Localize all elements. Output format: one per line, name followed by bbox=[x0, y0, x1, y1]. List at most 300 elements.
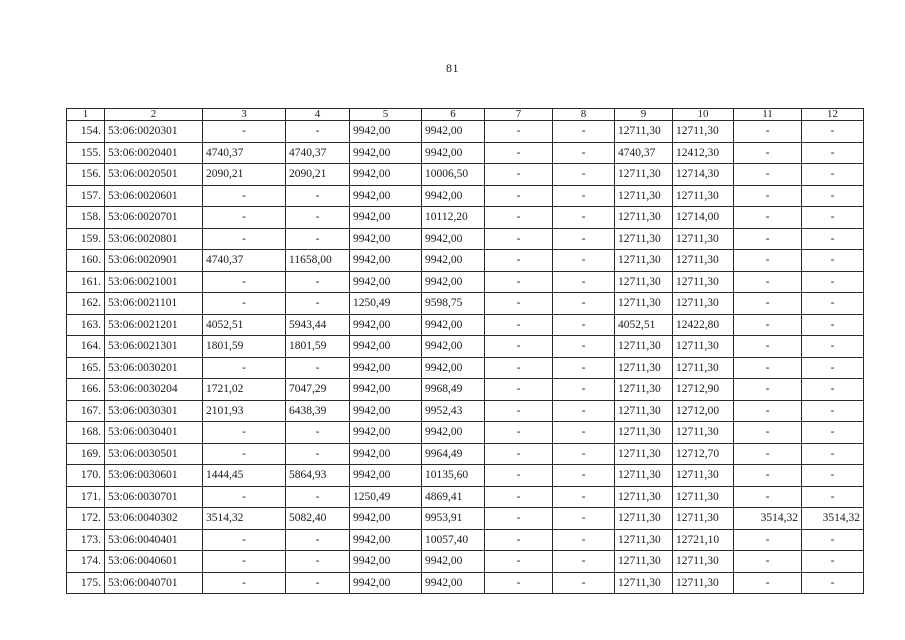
col-3-cell: 1721,02 bbox=[203, 379, 286, 401]
cadastral-number-cell: 53:06:0020401 bbox=[105, 142, 203, 164]
table-row bbox=[67, 357, 864, 379]
col-11-cell: - bbox=[734, 271, 802, 293]
row-number-cell: 158. bbox=[67, 207, 105, 229]
col-4-cell: 7047,29 bbox=[286, 379, 350, 401]
row-number-cell: 160. bbox=[67, 250, 105, 272]
col-7-cell: - bbox=[485, 336, 553, 358]
col-5-cell: 9942,00 bbox=[350, 422, 422, 444]
column-header: 9 bbox=[615, 109, 673, 121]
table-row bbox=[67, 443, 864, 465]
col-7-cell: - bbox=[485, 465, 553, 487]
col-11-cell: - bbox=[734, 529, 802, 551]
col-10-cell: 12711,30 bbox=[673, 228, 734, 250]
table-row bbox=[67, 271, 864, 293]
col-10-cell: 12711,30 bbox=[673, 486, 734, 508]
col-4-cell: 5943,44 bbox=[286, 314, 350, 336]
col-4-cell: - bbox=[286, 443, 350, 465]
column-header-row bbox=[67, 109, 864, 121]
table-row bbox=[67, 314, 864, 336]
column-header: 4 bbox=[286, 109, 350, 121]
col-8-cell: - bbox=[553, 271, 615, 293]
col-11-cell: - bbox=[734, 314, 802, 336]
col-7-cell: - bbox=[485, 207, 553, 229]
col-12-cell: - bbox=[802, 121, 864, 143]
column-header: 11 bbox=[734, 109, 802, 121]
col-12-cell: - bbox=[802, 185, 864, 207]
col-6-cell: 9598,75 bbox=[422, 293, 485, 315]
col-6-cell: 9942,00 bbox=[422, 228, 485, 250]
cadastral-number-cell: 53:06:0040401 bbox=[105, 529, 203, 551]
row-number-cell: 170. bbox=[67, 465, 105, 487]
col-7-cell: - bbox=[485, 271, 553, 293]
col-8-cell: - bbox=[553, 486, 615, 508]
col-6-cell: 9942,00 bbox=[422, 271, 485, 293]
cadastral-number-cell: 53:06:0020601 bbox=[105, 185, 203, 207]
row-number-cell: 162. bbox=[67, 293, 105, 315]
table-row bbox=[67, 121, 864, 143]
col-10-cell: 12712,00 bbox=[673, 400, 734, 422]
cadastral-number-cell: 53:06:0030204 bbox=[105, 379, 203, 401]
col-6-cell: 9942,00 bbox=[422, 336, 485, 358]
col-12-cell: - bbox=[802, 164, 864, 186]
col-5-cell: 9942,00 bbox=[350, 121, 422, 143]
table-row bbox=[67, 293, 864, 315]
col-8-cell: - bbox=[553, 336, 615, 358]
col-5-cell: 9942,00 bbox=[350, 551, 422, 573]
col-9-cell: 12711,30 bbox=[615, 336, 673, 358]
col-6-cell: 10057,40 bbox=[422, 529, 485, 551]
col-8-cell: - bbox=[553, 572, 615, 594]
col-5-cell: 9942,00 bbox=[350, 314, 422, 336]
col-6-cell: 9952,43 bbox=[422, 400, 485, 422]
col-11-cell: - bbox=[734, 293, 802, 315]
col-7-cell: - bbox=[485, 379, 553, 401]
table-row bbox=[67, 379, 864, 401]
col-6-cell: 9942,00 bbox=[422, 551, 485, 573]
col-3-cell: 1801,59 bbox=[203, 336, 286, 358]
col-12-cell: - bbox=[802, 379, 864, 401]
col-11-cell: - bbox=[734, 185, 802, 207]
col-3-cell: 2101,93 bbox=[203, 400, 286, 422]
row-number-cell: 174. bbox=[67, 551, 105, 573]
col-4-cell: 5864,93 bbox=[286, 465, 350, 487]
col-9-cell: 4740,37 bbox=[615, 142, 673, 164]
col-10-cell: 12422,80 bbox=[673, 314, 734, 336]
row-number-cell: 173. bbox=[67, 529, 105, 551]
table-row bbox=[67, 508, 864, 530]
row-number-cell: 169. bbox=[67, 443, 105, 465]
col-4-cell: - bbox=[286, 529, 350, 551]
col-8-cell: - bbox=[553, 379, 615, 401]
col-9-cell: 12711,30 bbox=[615, 443, 673, 465]
col-5-cell: 9942,00 bbox=[350, 250, 422, 272]
col-8-cell: - bbox=[553, 164, 615, 186]
cadastral-number-cell: 53:06:0021101 bbox=[105, 293, 203, 315]
col-8-cell: - bbox=[553, 228, 615, 250]
col-10-cell: 12712,70 bbox=[673, 443, 734, 465]
table-row bbox=[67, 185, 864, 207]
column-header: 1 bbox=[67, 109, 105, 121]
col-9-cell: 12711,30 bbox=[615, 207, 673, 229]
cadastral-number-cell: 53:06:0020701 bbox=[105, 207, 203, 229]
col-10-cell: 12711,30 bbox=[673, 336, 734, 358]
col-4-cell: 11658,00 bbox=[286, 250, 350, 272]
col-9-cell: 12711,30 bbox=[615, 164, 673, 186]
table-row bbox=[67, 422, 864, 444]
col-12-cell: - bbox=[802, 207, 864, 229]
data-table bbox=[66, 108, 864, 594]
row-number-cell: 164. bbox=[67, 336, 105, 358]
col-10-cell: 12714,00 bbox=[673, 207, 734, 229]
col-4-cell: - bbox=[286, 271, 350, 293]
col-7-cell: - bbox=[485, 551, 553, 573]
col-3-cell: - bbox=[203, 572, 286, 594]
col-12-cell: - bbox=[802, 271, 864, 293]
col-6-cell: 9942,00 bbox=[422, 314, 485, 336]
col-8-cell: - bbox=[553, 314, 615, 336]
col-3-cell: - bbox=[203, 443, 286, 465]
col-11-cell: - bbox=[734, 422, 802, 444]
col-3-cell: - bbox=[203, 121, 286, 143]
col-7-cell: - bbox=[485, 572, 553, 594]
col-12-cell: - bbox=[802, 551, 864, 573]
table-row bbox=[67, 551, 864, 573]
cadastral-number-cell: 53:06:0020901 bbox=[105, 250, 203, 272]
col-7-cell: - bbox=[485, 185, 553, 207]
col-9-cell: 12711,30 bbox=[615, 293, 673, 315]
col-6-cell: 9942,00 bbox=[422, 185, 485, 207]
cadastral-number-cell: 53:06:0030501 bbox=[105, 443, 203, 465]
col-12-cell: - bbox=[802, 142, 864, 164]
col-9-cell: 12711,30 bbox=[615, 400, 673, 422]
cadastral-number-cell: 53:06:0021001 bbox=[105, 271, 203, 293]
col-11-cell: - bbox=[734, 379, 802, 401]
col-11-cell: - bbox=[734, 207, 802, 229]
col-12-cell: - bbox=[802, 293, 864, 315]
col-8-cell: - bbox=[553, 443, 615, 465]
col-8-cell: - bbox=[553, 250, 615, 272]
col-7-cell: - bbox=[485, 508, 553, 530]
col-4-cell: - bbox=[286, 422, 350, 444]
col-6-cell: 4869,41 bbox=[422, 486, 485, 508]
col-3-cell: 4052,51 bbox=[203, 314, 286, 336]
col-11-cell: - bbox=[734, 572, 802, 594]
row-number-cell: 155. bbox=[67, 142, 105, 164]
col-3-cell: - bbox=[203, 529, 286, 551]
col-9-cell: 12711,30 bbox=[615, 228, 673, 250]
row-number-cell: 172. bbox=[67, 508, 105, 530]
col-7-cell: - bbox=[485, 121, 553, 143]
cadastral-number-cell: 53:06:0040601 bbox=[105, 551, 203, 573]
col-11-cell: - bbox=[734, 357, 802, 379]
col-11-cell: - bbox=[734, 400, 802, 422]
col-9-cell: 12711,30 bbox=[615, 250, 673, 272]
col-5-cell: 1250,49 bbox=[350, 293, 422, 315]
col-4-cell: - bbox=[286, 228, 350, 250]
col-10-cell: 12711,30 bbox=[673, 551, 734, 573]
col-3-cell: - bbox=[203, 357, 286, 379]
col-12-cell: - bbox=[802, 357, 864, 379]
col-4-cell: 4740,37 bbox=[286, 142, 350, 164]
col-4-cell: - bbox=[286, 357, 350, 379]
col-6-cell: 10135,60 bbox=[422, 465, 485, 487]
col-4-cell: - bbox=[286, 207, 350, 229]
col-5-cell: 9942,00 bbox=[350, 400, 422, 422]
table-row bbox=[67, 142, 864, 164]
col-12-cell: - bbox=[802, 228, 864, 250]
col-10-cell: 12711,30 bbox=[673, 357, 734, 379]
col-8-cell: - bbox=[553, 207, 615, 229]
col-9-cell: 12711,30 bbox=[615, 357, 673, 379]
col-5-cell: 9942,00 bbox=[350, 142, 422, 164]
col-6-cell: 9942,00 bbox=[422, 422, 485, 444]
col-10-cell: 12711,30 bbox=[673, 465, 734, 487]
col-12-cell: - bbox=[802, 572, 864, 594]
col-10-cell: 12714,30 bbox=[673, 164, 734, 186]
col-7-cell: - bbox=[485, 486, 553, 508]
column-header: 6 bbox=[422, 109, 485, 121]
cadastral-number-cell: 53:06:0040302 bbox=[105, 508, 203, 530]
table-row bbox=[67, 465, 864, 487]
col-11-cell: 3514,32 bbox=[734, 508, 802, 530]
table-row bbox=[67, 572, 864, 594]
col-12-cell: - bbox=[802, 529, 864, 551]
col-3-cell: 1444,45 bbox=[203, 465, 286, 487]
col-10-cell: 12711,30 bbox=[673, 572, 734, 594]
col-11-cell: - bbox=[734, 443, 802, 465]
column-header: 7 bbox=[485, 109, 553, 121]
col-5-cell: 9942,00 bbox=[350, 271, 422, 293]
table-row bbox=[67, 207, 864, 229]
col-7-cell: - bbox=[485, 400, 553, 422]
col-3-cell: - bbox=[203, 207, 286, 229]
col-7-cell: - bbox=[485, 314, 553, 336]
col-5-cell: 9942,00 bbox=[350, 572, 422, 594]
col-7-cell: - bbox=[485, 164, 553, 186]
col-11-cell: - bbox=[734, 142, 802, 164]
col-8-cell: - bbox=[553, 422, 615, 444]
column-header: 5 bbox=[350, 109, 422, 121]
col-3-cell: - bbox=[203, 185, 286, 207]
col-10-cell: 12711,30 bbox=[673, 121, 734, 143]
row-number-cell: 161. bbox=[67, 271, 105, 293]
col-10-cell: 12721,10 bbox=[673, 529, 734, 551]
col-8-cell: - bbox=[553, 357, 615, 379]
col-7-cell: - bbox=[485, 293, 553, 315]
col-12-cell: - bbox=[802, 250, 864, 272]
col-3-cell: 4740,37 bbox=[203, 250, 286, 272]
col-9-cell: 12711,30 bbox=[615, 529, 673, 551]
col-9-cell: 12711,30 bbox=[615, 271, 673, 293]
col-6-cell: 9964,49 bbox=[422, 443, 485, 465]
col-10-cell: 12711,30 bbox=[673, 271, 734, 293]
col-10-cell: 12412,30 bbox=[673, 142, 734, 164]
col-11-cell: - bbox=[734, 465, 802, 487]
col-9-cell: 12711,30 bbox=[615, 379, 673, 401]
col-5-cell: 9942,00 bbox=[350, 207, 422, 229]
col-6-cell: 9953,91 bbox=[422, 508, 485, 530]
col-3-cell: - bbox=[203, 271, 286, 293]
col-4-cell: 2090,21 bbox=[286, 164, 350, 186]
col-3-cell: - bbox=[203, 422, 286, 444]
col-5-cell: 9942,00 bbox=[350, 164, 422, 186]
col-8-cell: - bbox=[553, 529, 615, 551]
col-6-cell: 9942,00 bbox=[422, 121, 485, 143]
col-9-cell: 12711,30 bbox=[615, 185, 673, 207]
row-number-cell: 163. bbox=[67, 314, 105, 336]
col-7-cell: - bbox=[485, 250, 553, 272]
col-12-cell: - bbox=[802, 443, 864, 465]
col-6-cell: 9942,00 bbox=[422, 357, 485, 379]
col-4-cell: - bbox=[286, 486, 350, 508]
col-8-cell: - bbox=[553, 400, 615, 422]
col-5-cell: 9942,00 bbox=[350, 336, 422, 358]
col-6-cell: 9968,49 bbox=[422, 379, 485, 401]
col-8-cell: - bbox=[553, 465, 615, 487]
table-row bbox=[67, 164, 864, 186]
cadastral-number-cell: 53:06:0020801 bbox=[105, 228, 203, 250]
col-9-cell: 12711,30 bbox=[615, 572, 673, 594]
col-8-cell: - bbox=[553, 185, 615, 207]
col-5-cell: 9942,00 bbox=[350, 185, 422, 207]
col-7-cell: - bbox=[485, 357, 553, 379]
col-9-cell: 12711,30 bbox=[615, 486, 673, 508]
col-4-cell: - bbox=[286, 572, 350, 594]
col-12-cell: - bbox=[802, 336, 864, 358]
col-7-cell: - bbox=[485, 422, 553, 444]
col-12-cell: - bbox=[802, 486, 864, 508]
col-4-cell: 6438,39 bbox=[286, 400, 350, 422]
col-5-cell: 9942,00 bbox=[350, 228, 422, 250]
col-8-cell: - bbox=[553, 508, 615, 530]
col-6-cell: 10006,50 bbox=[422, 164, 485, 186]
table-row bbox=[67, 336, 864, 358]
col-11-cell: - bbox=[734, 336, 802, 358]
col-11-cell: - bbox=[734, 121, 802, 143]
col-9-cell: 12711,30 bbox=[615, 551, 673, 573]
col-5-cell: 9942,00 bbox=[350, 529, 422, 551]
col-7-cell: - bbox=[485, 443, 553, 465]
col-3-cell: 3514,32 bbox=[203, 508, 286, 530]
table-row bbox=[67, 228, 864, 250]
page-number: 81 bbox=[446, 61, 459, 75]
row-number-cell: 167. bbox=[67, 400, 105, 422]
cadastral-number-cell: 53:06:0021301 bbox=[105, 336, 203, 358]
row-number-cell: 171. bbox=[67, 486, 105, 508]
cadastral-number-cell: 53:06:0030701 bbox=[105, 486, 203, 508]
col-11-cell: - bbox=[734, 164, 802, 186]
col-6-cell: 9942,00 bbox=[422, 142, 485, 164]
col-3-cell: - bbox=[203, 486, 286, 508]
col-4-cell: - bbox=[286, 551, 350, 573]
col-5-cell: 9942,00 bbox=[350, 379, 422, 401]
cadastral-number-cell: 53:06:0030301 bbox=[105, 400, 203, 422]
table-row bbox=[67, 529, 864, 551]
col-7-cell: - bbox=[485, 228, 553, 250]
table-row bbox=[67, 250, 864, 272]
col-10-cell: 12711,30 bbox=[673, 250, 734, 272]
col-7-cell: - bbox=[485, 529, 553, 551]
col-8-cell: - bbox=[553, 142, 615, 164]
col-8-cell: - bbox=[553, 121, 615, 143]
row-number-cell: 168. bbox=[67, 422, 105, 444]
col-11-cell: - bbox=[734, 551, 802, 573]
row-number-cell: 154. bbox=[67, 121, 105, 143]
col-8-cell: - bbox=[553, 293, 615, 315]
col-3-cell: - bbox=[203, 551, 286, 573]
row-number-cell: 165. bbox=[67, 357, 105, 379]
cadastral-number-cell: 53:06:0020301 bbox=[105, 121, 203, 143]
column-header: 8 bbox=[553, 109, 615, 121]
col-9-cell: 12711,30 bbox=[615, 422, 673, 444]
col-5-cell: 9942,00 bbox=[350, 357, 422, 379]
col-10-cell: 12711,30 bbox=[673, 293, 734, 315]
column-header: 3 bbox=[203, 109, 286, 121]
col-11-cell: - bbox=[734, 228, 802, 250]
row-number-cell: 175. bbox=[67, 572, 105, 594]
col-4-cell: 1801,59 bbox=[286, 336, 350, 358]
col-12-cell: - bbox=[802, 314, 864, 336]
col-6-cell: 10112,20 bbox=[422, 207, 485, 229]
col-9-cell: 12711,30 bbox=[615, 465, 673, 487]
col-12-cell: - bbox=[802, 465, 864, 487]
cadastral-number-cell: 53:06:0021201 bbox=[105, 314, 203, 336]
cadastral-number-cell: 53:06:0020501 bbox=[105, 164, 203, 186]
row-number-cell: 157. bbox=[67, 185, 105, 207]
col-3-cell: - bbox=[203, 293, 286, 315]
col-4-cell: - bbox=[286, 121, 350, 143]
row-number-cell: 159. bbox=[67, 228, 105, 250]
col-7-cell: - bbox=[485, 142, 553, 164]
col-4-cell: - bbox=[286, 293, 350, 315]
row-number-cell: 156. bbox=[67, 164, 105, 186]
column-header: 10 bbox=[673, 109, 734, 121]
cadastral-number-cell: 53:06:0030201 bbox=[105, 357, 203, 379]
cadastral-number-cell: 53:06:0030401 bbox=[105, 422, 203, 444]
col-10-cell: 12711,30 bbox=[673, 185, 734, 207]
col-10-cell: 12711,30 bbox=[673, 508, 734, 530]
col-5-cell: 9942,00 bbox=[350, 508, 422, 530]
col-4-cell: - bbox=[286, 185, 350, 207]
col-3-cell: 2090,21 bbox=[203, 164, 286, 186]
col-12-cell: 3514,32 bbox=[802, 508, 864, 530]
col-9-cell: 12711,30 bbox=[615, 508, 673, 530]
column-header: 12 bbox=[802, 109, 864, 121]
col-9-cell: 4052,51 bbox=[615, 314, 673, 336]
col-12-cell: - bbox=[802, 422, 864, 444]
col-5-cell: 9942,00 bbox=[350, 465, 422, 487]
col-5-cell: 9942,00 bbox=[350, 443, 422, 465]
table-body bbox=[67, 121, 864, 594]
col-10-cell: 12711,30 bbox=[673, 422, 734, 444]
table-row bbox=[67, 400, 864, 422]
cadastral-number-cell: 53:06:0030601 bbox=[105, 465, 203, 487]
col-11-cell: - bbox=[734, 486, 802, 508]
col-9-cell: 12711,30 bbox=[615, 121, 673, 143]
col-5-cell: 1250,49 bbox=[350, 486, 422, 508]
cadastral-number-cell: 53:06:0040701 bbox=[105, 572, 203, 594]
col-11-cell: - bbox=[734, 250, 802, 272]
col-12-cell: - bbox=[802, 400, 864, 422]
col-3-cell: 4740,37 bbox=[203, 142, 286, 164]
table-row bbox=[67, 486, 864, 508]
col-3-cell: - bbox=[203, 228, 286, 250]
col-6-cell: 9942,00 bbox=[422, 250, 485, 272]
col-10-cell: 12712,90 bbox=[673, 379, 734, 401]
row-number-cell: 166. bbox=[67, 379, 105, 401]
col-4-cell: 5082,40 bbox=[286, 508, 350, 530]
column-header: 2 bbox=[105, 109, 203, 121]
